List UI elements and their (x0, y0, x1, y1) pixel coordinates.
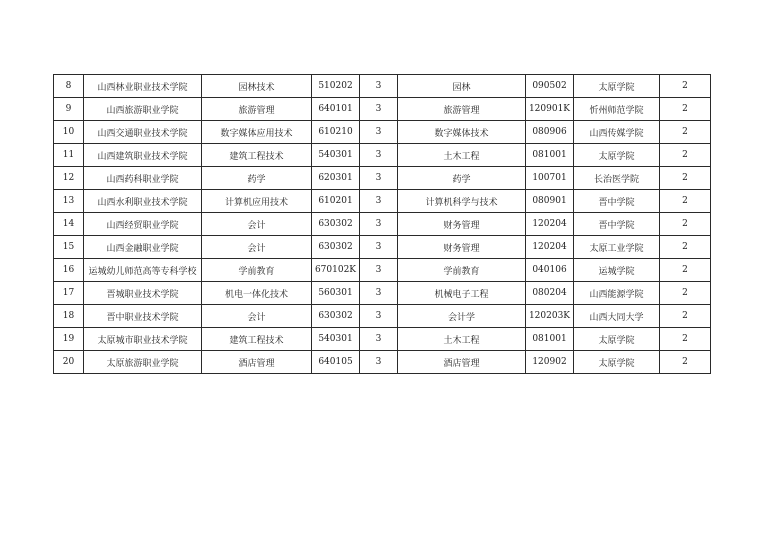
row-index: 8 (54, 75, 84, 98)
major-name: 园林技术 (202, 75, 312, 98)
quota-count: 2 (660, 282, 711, 305)
table-row (54, 236, 711, 259)
quota-count: 2 (660, 259, 711, 282)
major-name: 药学 (202, 167, 312, 190)
target-major: 财务管理 (398, 213, 526, 236)
study-years: 3 (360, 98, 398, 121)
table-row (54, 121, 711, 144)
target-major-code: 040106 (526, 259, 574, 282)
study-years: 3 (360, 305, 398, 328)
table-row (54, 213, 711, 236)
target-school: 太原学院 (574, 351, 660, 374)
major-code: 610210 (312, 121, 360, 144)
study-years: 3 (360, 259, 398, 282)
target-school: 太原学院 (574, 75, 660, 98)
row-index: 14 (54, 213, 84, 236)
quota-count: 2 (660, 305, 711, 328)
target-major: 土木工程 (398, 144, 526, 167)
table-row (54, 190, 711, 213)
row-index: 16 (54, 259, 84, 282)
table-row (54, 98, 711, 121)
target-school: 晋中学院 (574, 213, 660, 236)
college-name: 山西建筑职业技术学院 (84, 144, 202, 167)
target-major: 会计学 (398, 305, 526, 328)
table-row (54, 75, 711, 98)
major-code: 540301 (312, 328, 360, 351)
target-school: 晋中学院 (574, 190, 660, 213)
major-name: 学前教育 (202, 259, 312, 282)
major-code: 640101 (312, 98, 360, 121)
target-major: 数字媒体技术 (398, 121, 526, 144)
row-index: 15 (54, 236, 84, 259)
college-name: 运城幼儿师范高等专科学校 (84, 259, 202, 282)
table-row (54, 305, 711, 328)
target-school: 太原学院 (574, 144, 660, 167)
study-years: 3 (360, 75, 398, 98)
target-school: 山西传媒学院 (574, 121, 660, 144)
major-code: 630302 (312, 213, 360, 236)
quota-count: 2 (660, 328, 711, 351)
college-name: 山西药科职业学院 (84, 167, 202, 190)
major-name: 酒店管理 (202, 351, 312, 374)
target-major-code: 120204 (526, 213, 574, 236)
table-body (54, 75, 711, 374)
quota-count: 2 (660, 144, 711, 167)
target-major: 学前教育 (398, 259, 526, 282)
college-name: 太原城市职业技术学院 (84, 328, 202, 351)
table-row (54, 144, 711, 167)
major-code: 670102K (312, 259, 360, 282)
quota-count: 2 (660, 213, 711, 236)
study-years: 3 (360, 213, 398, 236)
quota-count: 2 (660, 236, 711, 259)
major-code: 560301 (312, 282, 360, 305)
major-code: 640105 (312, 351, 360, 374)
target-major: 旅游管理 (398, 98, 526, 121)
target-major-code: 080906 (526, 121, 574, 144)
target-major: 土木工程 (398, 328, 526, 351)
target-major: 酒店管理 (398, 351, 526, 374)
row-index: 10 (54, 121, 84, 144)
major-name: 建筑工程技术 (202, 144, 312, 167)
major-name: 旅游管理 (202, 98, 312, 121)
target-school: 山西能源学院 (574, 282, 660, 305)
major-name: 会计 (202, 213, 312, 236)
target-major: 药学 (398, 167, 526, 190)
major-code: 540301 (312, 144, 360, 167)
row-index: 13 (54, 190, 84, 213)
target-school: 运城学院 (574, 259, 660, 282)
quota-count: 2 (660, 75, 711, 98)
target-major-code: 100701 (526, 167, 574, 190)
study-years: 3 (360, 236, 398, 259)
quota-count: 2 (660, 351, 711, 374)
target-school: 忻州师范学院 (574, 98, 660, 121)
target-major-code: 081001 (526, 144, 574, 167)
target-major: 机械电子工程 (398, 282, 526, 305)
row-index: 18 (54, 305, 84, 328)
target-major: 园林 (398, 75, 526, 98)
major-code: 630302 (312, 305, 360, 328)
college-name: 山西经贸职业学院 (84, 213, 202, 236)
row-index: 12 (54, 167, 84, 190)
major-code: 610201 (312, 190, 360, 213)
quota-count: 2 (660, 121, 711, 144)
college-name: 太原旅游职业学院 (84, 351, 202, 374)
table-row (54, 259, 711, 282)
study-years: 3 (360, 121, 398, 144)
target-school: 山西大同大学 (574, 305, 660, 328)
quota-count: 2 (660, 98, 711, 121)
major-code: 510202 (312, 75, 360, 98)
college-name: 山西金融职业学院 (84, 236, 202, 259)
major-code: 630302 (312, 236, 360, 259)
college-name: 山西林业职业技术学院 (84, 75, 202, 98)
college-name: 晋中职业技术学院 (84, 305, 202, 328)
study-years: 3 (360, 282, 398, 305)
major-name: 会计 (202, 236, 312, 259)
major-name: 会计 (202, 305, 312, 328)
target-school: 太原工业学院 (574, 236, 660, 259)
target-major-code: 090502 (526, 75, 574, 98)
quota-count: 2 (660, 190, 711, 213)
table-row (54, 282, 711, 305)
study-years: 3 (360, 167, 398, 190)
enrollment-table (53, 74, 711, 374)
major-name: 建筑工程技术 (202, 328, 312, 351)
major-name: 机电一体化技术 (202, 282, 312, 305)
study-years: 3 (360, 144, 398, 167)
table-row (54, 328, 711, 351)
row-index: 9 (54, 98, 84, 121)
target-school: 太原学院 (574, 328, 660, 351)
target-major-code: 120204 (526, 236, 574, 259)
study-years: 3 (360, 328, 398, 351)
college-name: 山西旅游职业学院 (84, 98, 202, 121)
row-index: 17 (54, 282, 84, 305)
major-name: 数字媒体应用技术 (202, 121, 312, 144)
row-index: 19 (54, 328, 84, 351)
target-major: 计算机科学与技术 (398, 190, 526, 213)
college-name: 晋城职业技术学院 (84, 282, 202, 305)
target-major: 财务管理 (398, 236, 526, 259)
quota-count: 2 (660, 167, 711, 190)
major-name: 计算机应用技术 (202, 190, 312, 213)
target-major-code: 120901K (526, 98, 574, 121)
major-code: 620301 (312, 167, 360, 190)
target-major-code: 080204 (526, 282, 574, 305)
target-major-code: 120902 (526, 351, 574, 374)
study-years: 3 (360, 351, 398, 374)
row-index: 11 (54, 144, 84, 167)
college-name: 山西水利职业技术学院 (84, 190, 202, 213)
row-index: 20 (54, 351, 84, 374)
target-major-code: 120203K (526, 305, 574, 328)
study-years: 3 (360, 190, 398, 213)
target-school: 长治医学院 (574, 167, 660, 190)
target-major-code: 080901 (526, 190, 574, 213)
table-row (54, 167, 711, 190)
target-major-code: 081001 (526, 328, 574, 351)
college-name: 山西交通职业技术学院 (84, 121, 202, 144)
table-row (54, 351, 711, 374)
